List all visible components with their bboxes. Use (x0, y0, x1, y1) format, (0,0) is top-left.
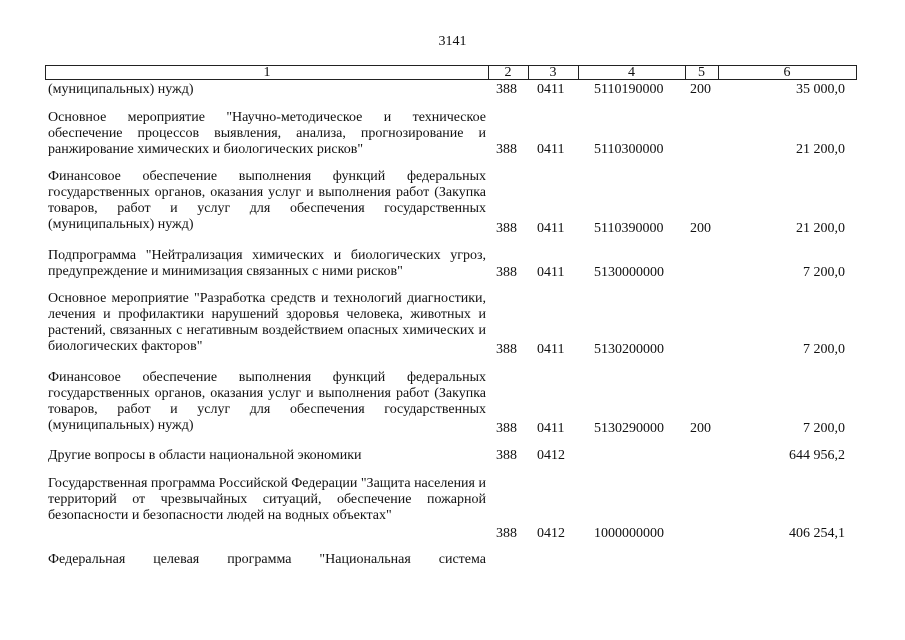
cell-col-6: 7 200,0 (803, 342, 845, 357)
cell-col-6: 7 200,0 (803, 421, 845, 436)
cell-col-3: 0411 (537, 142, 565, 157)
row-description: Другие вопросы в области национальной экономики (48, 448, 362, 463)
cell-col-3: 0412 (537, 526, 565, 541)
cell-col-6: 406 254,1 (789, 526, 845, 541)
cell-col-4: 5110190000 (594, 82, 664, 97)
row-description: Основное мероприятие "Научно-методическое и техническое обеспечение процессов выявления, анализа, прогнозирование и ранжирование химических и биологических рисков" (48, 110, 486, 157)
cell-col-4: 5110390000 (594, 221, 664, 236)
cell-col-3: 0411 (537, 221, 565, 236)
cell-col-6: 35 000,0 (796, 82, 845, 97)
cell-col-4: 1000000000 (594, 526, 664, 541)
header-col-5: 5 (698, 65, 705, 80)
cell-col-3: 0412 (537, 448, 565, 463)
row-description: (муниципальных) нужд) (48, 82, 194, 97)
page-number: 3141 (438, 34, 467, 49)
cell-col-6: 7 200,0 (803, 265, 845, 280)
row-description: Подпрограмма "Нейтрализация химических и биологических угроз, предупреждение и минимизация связанных с ними рисков" (48, 248, 486, 279)
cell-col-2: 388 (496, 448, 517, 463)
header-col-3: 3 (549, 65, 557, 80)
cell-col-2: 388 (496, 526, 517, 541)
cell-col-4: 5130290000 (594, 421, 664, 436)
row-description: Основное мероприятие "Разработка средств и технологий диагностики, лечения и профилактики нарушений здоровья человека, животных и растений, связанных с негативным воздействием опасных химических и биологических факторов" (48, 291, 486, 354)
cell-col-5: 200 (690, 221, 711, 236)
header-col-2: 2 (504, 65, 512, 80)
row-description: Федеральная целевая программа "Национальная система (48, 552, 486, 567)
row-description: Финансовое обеспечение выполнения функций федеральных государственных органов, оказания услуг и выполнения работ (Закупка товаров, работ и услуг для обеспечения государственных (муниципальных) нужд) (48, 169, 486, 232)
cell-col-2: 388 (496, 142, 517, 157)
row-description: Государственная программа Российской Федерации "Защита населения и территорий от чрезвычайных ситуаций, обеспечение пожарной безопасности и безопасности людей на водных объектах" (48, 476, 486, 523)
cell-col-3: 0411 (537, 421, 565, 436)
cell-col-5: 200 (690, 82, 711, 97)
cell-col-6: 21 200,0 (796, 221, 845, 236)
cell-col-5: 200 (690, 421, 711, 436)
cell-col-4: 5110300000 (594, 142, 664, 157)
cell-col-3: 0411 (537, 82, 565, 97)
header-col-4: 4 (628, 65, 635, 80)
cell-col-2: 388 (496, 221, 517, 236)
cell-col-2: 388 (496, 342, 517, 357)
header-col-6: 6 (783, 65, 791, 80)
header-col-1: 1 (263, 65, 271, 80)
table-header (45, 65, 857, 80)
cell-col-6: 644 956,2 (789, 448, 845, 463)
cell-col-4: 5130200000 (594, 342, 664, 357)
cell-col-2: 388 (496, 265, 517, 280)
cell-col-6: 21 200,0 (796, 142, 845, 157)
cell-col-2: 388 (496, 82, 517, 97)
row-description: Финансовое обеспечение выполнения функций федеральных государственных органов, оказания услуг и выполнения работ (Закупка товаров, работ и услуг для обеспечения государственных (муниципальных) нужд) (48, 370, 486, 433)
cell-col-3: 0411 (537, 265, 565, 280)
cell-col-2: 388 (496, 421, 517, 436)
cell-col-4: 5130000000 (594, 265, 664, 280)
cell-col-3: 0411 (537, 342, 565, 357)
